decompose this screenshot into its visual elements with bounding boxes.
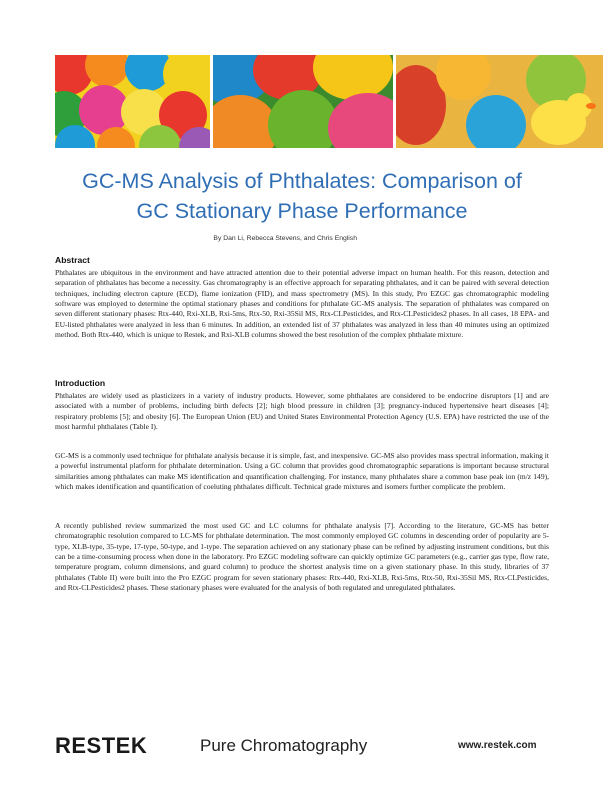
intro-paragraph-3: A recently published review summarized the most used GC and LC columns for phthalate analysis [7]. According to the literature, GC-MS has better chromatographic resolution compared to LC-MS for phthalate determination. The most commonly employed GC columns in descending order of popularity are 5-type, XLB-type, 35-type, 17-type, 50-type, and 1-type. The separation achieved on any stationary phase can be refined by adjusting instrument conditions, but this can be a time-consuming process when done in the laboratory. Pro EZGC modeling software can quickly optimize GC parameters (e.g., carrier gas type, flow rate, temperature program, column dimensions, and guard column) to produce the shortest analysis time on a given stationary phase. In this study, libraries of 37 phthalates (Table II) were built into the Pro EZGC program for seven stationary phases: Rtx-440, Rxi-XLB, Rxi-5ms, Rtx-50, Rxi-35Sil MS, Rtx-CLPesticides, and Rtx-CLPesticides2 phases. These stationary phases were evaluated for the analysis of both regulated and unregulated phthalates. [55,521,549,593]
page-title-line2: GC Stationary Phase Performance [136,199,468,223]
authors: By Dan Li, Rebecca Stevens, and Chris English [213,235,357,242]
photo-banner [55,55,603,148]
intro-paragraph-1: Phthalates are widely used as plasticizers in a variety of industry products. However, some phthalates are considered to be endocrine disruptors [1] and are associated with a number of problems, including birth defects [2]; high blood pressure in children [3]; pregnancy-induced hypertensive heart diseases [4]; respiratory problems [5]; and obesity [6]. The European Union (EU) and United States Environmental Protection Agency (U.S. EPA) have restricted the use of the most harmful phthalates (Table I). [55,391,549,432]
page-title-line1: GC-MS Analysis of Phthalates: Comparison of [82,169,522,193]
abstract-paragraph: Phthalates are ubiquitous in the environment and have attracted attention due to their potential adverse impact on human health. For this reason, detection and separation of phthalates has become a necessity. Gas chromatography is an effective approach for separating phthalates, and it can be paired with several detection techniques, including electron capture (ECD), flame ionization (FID), and mass spectrometry (MS). In this study, Pro EZGC gas chromatographic modeling software was employed to determine the optimal stationary phases and conditions for phthalate GC-MS analysis. The separation of phthalates was compared on seven different stationary phases: Rtx-440, Rxi-XLB, Rxi-5ms, Rtx-50, Rxi-35Sil MS, Rtx-CLPesticides, and Rtx-CLPesticides2 phases. In all cases, 18 EPA- and EU-listed phthalates were analyzed in less than 6 minutes. In addition, an extended list of 37 phthalates was analyzed in less than 40 minutes using an optimized method. Both Rtx-440, which is unique to Restek, and Rxi-XLB columns showed the best resolution of the complex phthalate mixture. [55,268,549,340]
rubber-duck-photo [396,55,603,148]
plastic-cups-photo [213,55,393,148]
footer-tagline: Pure Chromatography [200,736,368,755]
intro-paragraph-2: GC-MS is a commonly used technique for phthalate analysis because it is simple, fast, and inexpensive. GC-MS also provides mass spectral information, making it a powerful instrumental platform for phthalate determination. Using a GC column that provides good chromatographic separations is important because structural similarities among phthalates can make MS identification and quantification challenging. For instance, many phthalates share a common base peak ion (m/z 149), which makes identification and quantification of coeluting phthalates difficult. Technical grade mixtures and isomers further complicate the problem. [55,451,549,492]
restek-logo: RESTEK [55,733,148,758]
introduction-heading: Introduction [55,378,106,388]
footer-url[interactable]: www.restek.com [458,740,537,751]
abstract-heading: Abstract [55,255,90,265]
colorful-balls-photo [55,55,210,148]
